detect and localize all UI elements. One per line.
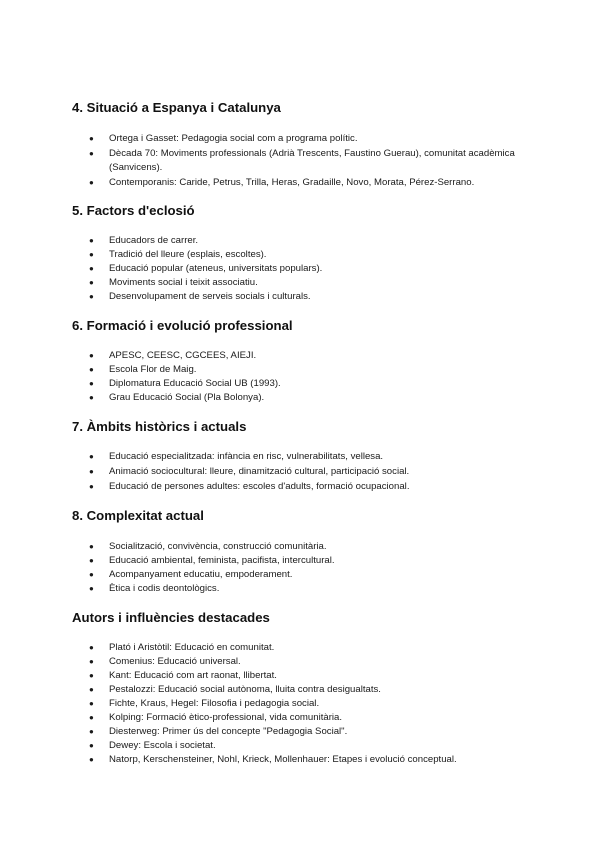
list-item-text: Contemporanis: Caride, Petrus, Trilla, Heras, Gradaille, Novo, Morata, Pérez-Serrano. bbox=[109, 177, 475, 188]
list-item bbox=[72, 480, 542, 494]
list-item-text: Diesterweg: Primer ús del concepte "Pedagogia Social". bbox=[109, 726, 348, 737]
section-heading: Autors i influències destacades bbox=[72, 610, 270, 625]
list-item bbox=[72, 147, 542, 175]
bullet-icon: ● bbox=[89, 755, 94, 764]
list-item bbox=[72, 234, 542, 248]
bullet-icon: ● bbox=[89, 713, 94, 722]
list-item-text: Acompanyament educatiu, empoderament. bbox=[109, 569, 293, 580]
list-item bbox=[72, 132, 542, 146]
list-item bbox=[72, 669, 542, 683]
list-item bbox=[72, 290, 542, 304]
bullet-icon: ● bbox=[89, 685, 94, 694]
list-item bbox=[72, 753, 542, 767]
list-item-text: Kant: Educació com art raonat, llibertat. bbox=[109, 670, 277, 681]
list-item bbox=[72, 349, 542, 363]
list-item-text: Educació especialitzada: infància en risc, vulnerabilitats, vellesa. bbox=[109, 451, 384, 462]
list-item bbox=[72, 739, 542, 753]
section-heading: 4. Situació a Espanya i Catalunya bbox=[72, 100, 281, 115]
bullet-icon: ● bbox=[89, 178, 94, 187]
list-item-text: Grau Educació Social (Pla Bolonya). bbox=[109, 392, 265, 403]
list-item-text: Socialització, convivència, construcció comunitària. bbox=[109, 541, 327, 552]
list-item-text: Ètica i codis deontològics. bbox=[109, 583, 220, 594]
list-item bbox=[72, 568, 542, 582]
bullet-icon: ● bbox=[89, 467, 94, 476]
list-item-text: Educació de persones adultes: escoles d'adults, formació ocupacional. bbox=[109, 481, 410, 492]
list-item bbox=[72, 683, 542, 697]
bullet-icon: ● bbox=[89, 570, 94, 579]
list-item-text: APESC, CEESC, CGCEES, AIEJI. bbox=[109, 350, 257, 361]
list-item-text: Plató i Aristòtil: Educació en comunitat. bbox=[109, 642, 275, 653]
list-item bbox=[72, 450, 542, 464]
section-heading: 8. Complexitat actual bbox=[72, 508, 204, 523]
bullet-icon: ● bbox=[89, 149, 94, 158]
list-item-text: Animació sociocultural: lleure, dinamització cultural, participació social. bbox=[109, 466, 410, 477]
list-item-text: Natorp, Kerschensteiner, Nohl, Krieck, Mollenhauer: Etapes i evolució conceptual. bbox=[109, 754, 457, 765]
list-item-text: Escola Flor de Maig. bbox=[109, 364, 197, 375]
section-heading: 6. Formació i evolució professional bbox=[72, 318, 293, 333]
bullet-icon: ● bbox=[89, 741, 94, 750]
list-item bbox=[72, 363, 542, 377]
bullet-list bbox=[72, 234, 542, 304]
bullet-icon: ● bbox=[89, 393, 94, 402]
section-autors-influencies bbox=[72, 610, 542, 767]
list-item bbox=[72, 641, 542, 655]
list-item bbox=[72, 697, 542, 711]
bullet-list bbox=[72, 132, 542, 190]
list-item-text: Diplomatura Educació Social UB (1993). bbox=[109, 378, 281, 389]
bullet-icon: ● bbox=[89, 657, 94, 666]
list-item-text: Ortega i Gasset: Pedagogia social com a programa polític. bbox=[109, 133, 358, 144]
bullet-icon: ● bbox=[89, 250, 94, 259]
list-item bbox=[72, 377, 542, 391]
list-item-text: Tradició del lleure (esplais, escoltes). bbox=[109, 249, 267, 260]
list-item bbox=[72, 276, 542, 290]
bullet-list bbox=[72, 450, 542, 494]
list-item bbox=[72, 554, 542, 568]
list-item bbox=[72, 248, 542, 262]
section-complexitat-actual bbox=[72, 508, 542, 596]
bullet-icon: ● bbox=[89, 556, 94, 565]
bullet-icon: ● bbox=[89, 542, 94, 551]
bullet-icon: ● bbox=[89, 643, 94, 652]
bullet-icon: ● bbox=[89, 452, 94, 461]
bullet-icon: ● bbox=[89, 379, 94, 388]
list-item bbox=[72, 725, 542, 739]
section-factors-eclosio bbox=[72, 203, 542, 304]
section-formacio-evolucio bbox=[72, 318, 542, 405]
bullet-icon: ● bbox=[89, 482, 94, 491]
list-item bbox=[72, 465, 542, 479]
bullet-list bbox=[72, 349, 542, 405]
bullet-icon: ● bbox=[89, 584, 94, 593]
section-situacio-espanya-catalunya bbox=[72, 100, 542, 190]
bullet-icon: ● bbox=[89, 365, 94, 374]
bullet-list bbox=[72, 540, 542, 596]
list-item bbox=[72, 262, 542, 276]
section-heading: 5. Factors d'eclosió bbox=[72, 203, 195, 218]
bullet-icon: ● bbox=[89, 278, 94, 287]
list-item-text: Educació popular (ateneus, universitats populars). bbox=[109, 263, 323, 274]
list-item-text: Comenius: Educació universal. bbox=[109, 656, 241, 667]
list-item-text: Educadors de carrer. bbox=[109, 235, 199, 246]
bullet-list bbox=[72, 641, 542, 767]
bullet-icon: ● bbox=[89, 671, 94, 680]
list-item-text: Educació ambiental, feminista, pacifista, intercultural. bbox=[109, 555, 335, 566]
bullet-icon: ● bbox=[89, 236, 94, 245]
list-item-text: Kolping: Formació ètico-professional, vida comunitària. bbox=[109, 712, 343, 723]
list-item-text: Moviments social i teixit associatiu. bbox=[109, 277, 258, 288]
list-item-text: Dewey: Escola i societat. bbox=[109, 740, 216, 751]
list-item-text: Desenvolupament de serveis socials i culturals. bbox=[109, 291, 311, 302]
list-item bbox=[72, 540, 542, 554]
bullet-icon: ● bbox=[89, 264, 94, 273]
section-heading: 7. Àmbits històrics i actuals bbox=[72, 419, 247, 434]
bullet-icon: ● bbox=[89, 727, 94, 736]
bullet-icon: ● bbox=[89, 699, 94, 708]
list-item bbox=[72, 582, 542, 596]
list-item-text: Pestalozzi: Educació social autònoma, lluita contra desigualtats. bbox=[109, 684, 381, 695]
bullet-icon: ● bbox=[89, 134, 94, 143]
list-item bbox=[72, 176, 542, 190]
list-item bbox=[72, 711, 542, 725]
bullet-icon: ● bbox=[89, 292, 94, 301]
bullet-icon: ● bbox=[89, 351, 94, 360]
list-item bbox=[72, 391, 542, 405]
list-item-text: Dècada 70: Moviments professionals (Adrià Trescents, Faustino Guerau), comunitat acadèmica (Sanvicens). bbox=[109, 148, 515, 173]
list-item-text: Fichte, Kraus, Hegel: Filosofia i pedagogia social. bbox=[109, 698, 320, 709]
list-item bbox=[72, 655, 542, 669]
section-ambits-historics bbox=[72, 419, 542, 494]
